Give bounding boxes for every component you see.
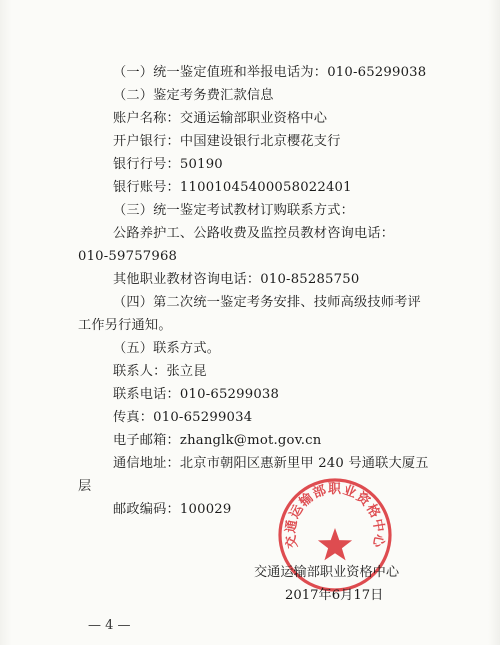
text-line-bank-account: 银行账号：11001045400058022401: [113, 180, 352, 195]
text-line-hotline: （一）统一鉴定值班和举报电话为：010-65299038: [113, 65, 427, 80]
text-line-highway-phone: 010-59757968: [78, 249, 178, 264]
text-line-email: 电子邮箱：zhanglk@mot.gov.cn: [113, 433, 322, 448]
text-line-second-exam: （四）第二次统一鉴定考务安排、技师高级技师考评: [113, 295, 421, 310]
text-line-account-name: 账户名称：交通运输部职业资格中心: [113, 111, 328, 126]
page-number: — 4 —: [88, 618, 131, 633]
text-line-contact-person: 联系人：张立昆: [113, 364, 207, 379]
seal-text: 交通运输部职业资格中心: [283, 482, 387, 550]
text-line-address: 通信地址：北京市朝阳区惠新里甲 240 号通联大厦五: [113, 456, 429, 471]
text-line-address-cont: 层: [78, 479, 92, 494]
text-line-textbook-heading: （三）统一鉴定考试教材订购联系方式：: [113, 203, 354, 218]
text-line-highway-textbook: 公路养护工、公路收费及监控员教材咨询电话：: [113, 226, 395, 241]
text-line-notice: 工作另行通知。: [78, 318, 172, 333]
text-line-fax: 传真：010-65299034: [113, 410, 253, 425]
text-line-postcode: 邮政编码：100029: [113, 502, 232, 517]
text-line-remittance-heading: （二）鉴定考务费汇款信息: [113, 88, 274, 103]
text-line-contact-heading: （五）联系方式。: [113, 341, 221, 356]
signature-organization: 交通运输部职业资格中心: [254, 565, 400, 580]
text-line-other-textbook: 其他职业教材咨询电话：010-85285750: [113, 272, 360, 287]
text-line-contact-phone: 联系电话：010-65299038: [113, 387, 280, 402]
text-line-bank-code: 银行行号：50190: [113, 157, 223, 172]
signature-date: 2017年6月17日: [285, 588, 384, 603]
text-line-bank-branch: 开户银行：中国建设银行北京樱花支行: [113, 134, 341, 149]
